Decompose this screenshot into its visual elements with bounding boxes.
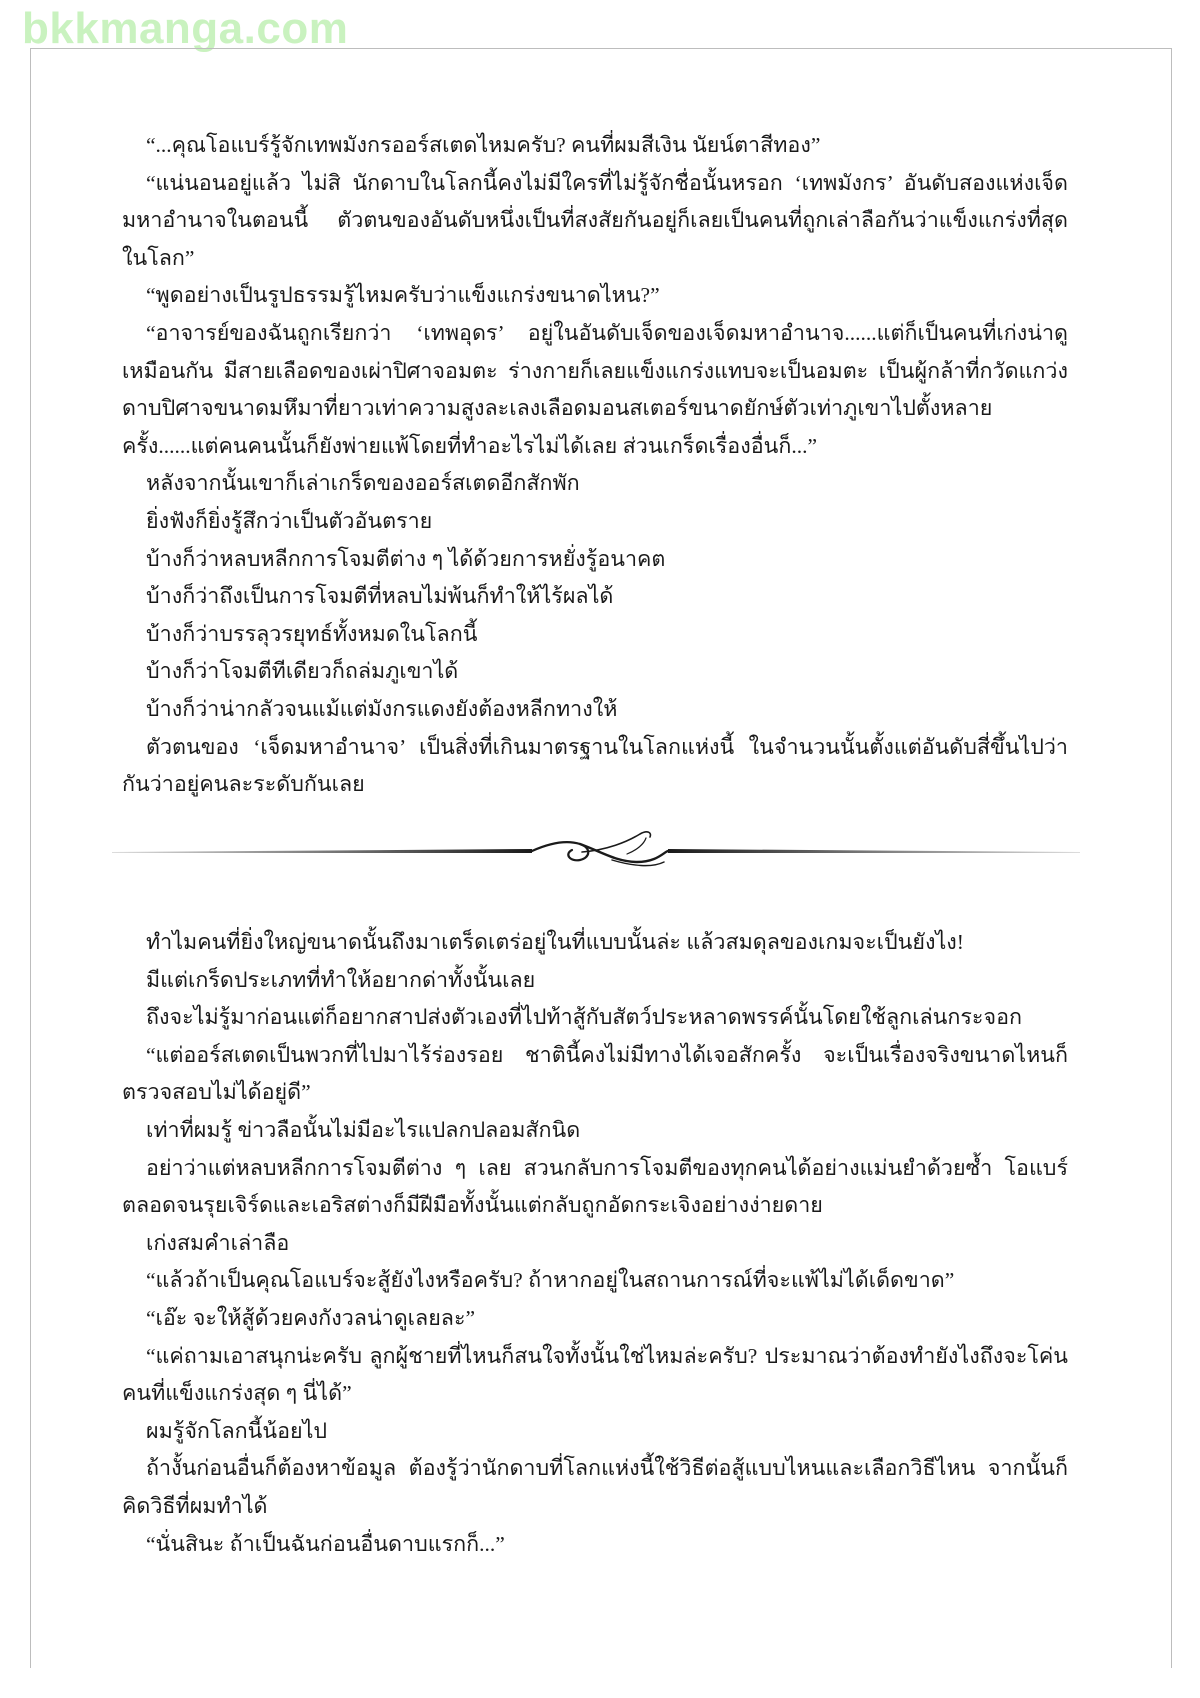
paragraph: ถึงจะไม่รู้มาก่อนแต่ก็อยากสาปส่งตัวเองที่ไปท้าสู้กับสัตว์ประหลาดพรรค์นั้นโดยใช้ลูกเล่นกระจอก	[146, 1005, 1023, 1030]
paragraph: “แต่ออร์สเตดเป็นพวกที่ไปมาไร้ร่องรอย ชาตินี้คงไม่มีทางได้เจอสักครั้ง จะเป็นเรื่องจริงขนาดไหนก็ตรวจสอบไม่ได้อยู่ดี”	[122, 1042, 1068, 1105]
paragraph: บ้างก็ว่าบรรลุวรยุทธ์ทั้งหมดในโลกนี้	[146, 621, 478, 646]
paragraph: ยิ่งฟังก็ยิ่งรู้สึกว่าเป็นตัวอันตราย	[146, 508, 433, 533]
flourish-icon	[532, 832, 668, 866]
ornamental-divider	[112, 822, 1080, 878]
paragraph: ผมรู้จักโลกนี้น้อยไป	[146, 1418, 328, 1443]
paragraph: ตัวตนของ ‘เจ็ดมหาอำนาจ’ เป็นสิ่งที่เกินมาตรฐานในโลกแห่งนี้ ในจำนวนนั้นตั้งแต่อันดับสี่ขึ้นไปว่ากันว่าอยู่คนละระดับกันเลย	[122, 734, 1068, 797]
text-section-1	[122, 127, 1068, 804]
text-section-2	[122, 924, 1068, 1563]
paragraph: อย่าว่าแต่หลบหลีกการโจมตีต่าง ๆ เลย สวนกลับการโจมตีของทุกคนได้อย่างแม่นยำด้วยซ้ำ โอแบร์ตลอดจนรุยเจิร์ดและเอริสต่างก็มีฝีมือทั้งนั้นแต่กลับถูกอัดกระเจิงอย่างง่ายดาย	[122, 1155, 1068, 1218]
paragraph: บ้างก็ว่าน่ากลัวจนแม้แต่มังกรแดงยังต้องหลีกทางให้	[146, 696, 618, 721]
paragraph: “...คุณโอแบร์รู้จักเทพมังกรออร์สเตดไหมครับ? คนที่ผมสีเงิน นัยน์ตาสีทอง”	[146, 133, 821, 157]
paragraph: ทำไมคนที่ยิ่งใหญ่ขนาดนั้นถึงมาเตร็ดเตร่อยู่ในที่แบบนั้นล่ะ แล้วสมดุลของเกมจะเป็นยังไง!	[146, 930, 964, 954]
site-watermark: bkkmanga.com	[22, 4, 349, 53]
paragraph: เก่งสมคำเล่าลือ	[146, 1230, 290, 1255]
paragraph: ถ้างั้นก่อนอื่นก็ต้องหาข้อมูล ต้องรู้ว่านักดาบที่โลกแห่งนี้ใช้วิธีต่อสู้แบบไหนและเลือกวิธีไหน จากนั้นก็คิดวิธีที่ผมทำได้	[122, 1456, 1068, 1518]
paragraph: “นั่นสินะ ถ้าเป็นฉันก่อนอื่นดาบแรกก็...”	[146, 1531, 505, 1556]
paragraph: “เอ๊ะ จะให้สู้ด้วยคงกังวลน่าดูเลยละ”	[146, 1305, 476, 1330]
paragraph: “พูดอย่างเป็นรูปธรรมรู้ไหมครับว่าแข็งแกร่งขนาดไหน?”	[146, 283, 660, 308]
paragraph: “แล้วถ้าเป็นคุณโอแบร์จะสู้ยังไงหรือครับ? ถ้าหากอยู่ในสถานการณ์ที่จะแพ้ไม่ได้เด็ดขาด”	[146, 1268, 955, 1293]
paragraph: “แน่นอนอยู่แล้ว ไม่สิ นักดาบในโลกนี้คงไม่มีใครที่ไม่รู้จักชื่อนั้นหรอก ‘เทพมังกร’ อันดับสองแห่งเจ็ดมหาอำนาจในตอนนี้ ตัวตนของอันดับหนึ่งเป็นที่สงสัยกันอยู่ก็เลยเป็นคนที่ถูกเล่าลือกันว่าแข็งแกร่งที่สุดในโลก”	[122, 170, 1068, 270]
paragraph: เท่าที่ผมรู้ ข่าวลือนั้นไม่มีอะไรแปลกปลอมสักนิด	[146, 1117, 581, 1142]
paragraph: “อาจารย์ของฉันถูกเรียกว่า ‘เทพอุดร’ อยู่ในอันดับเจ็ดของเจ็ดมหาอำนาจ......แต่ก็เป็นคนที่เก่งน่าดูเหมือนกัน มีสายเลือดของเผ่าปิศาจอมตะ ร่างกายก็เลยแข็งแกร่งแทบจะเป็นอมตะ เป็นผู้กล้าที่กวัดแกว่งดาบปิศาจขนาดมหึมาที่ยาวเท่าความสูงละเลงเลือดมอนสเตอร์ขนาดยักษ์ตัวเท่าภูเขาไปตั้งหลายครั้ง......แต่คนคนนั้นก็ยังพ่ายแพ้โดยที่ทำอะไรไม่ได้เลย ส่วนเกร็ดเรื่องอื่นก็...”	[122, 320, 1068, 458]
paragraph: บ้างก็ว่าถึงเป็นการโจมตีที่หลบไม่พ้นก็ทำให้ไร้ผลได้	[146, 584, 614, 609]
paragraph: มีแต่เกร็ดประเภทที่ทำให้อยากด่าทั้งนั้นเลย	[146, 967, 536, 992]
paragraph: บ้างก็ว่าโจมตีทีเดียวก็ถล่มภูเขาได้	[146, 659, 459, 684]
paragraph: บ้างก็ว่าหลบหลีกการโจมตีต่าง ๆ ได้ด้วยการหยั่งรู้อนาคต	[146, 546, 666, 571]
divider-line-right	[668, 849, 1080, 853]
paragraph: “แค่ถามเอาสนุกน่ะครับ ลูกผู้ชายที่ไหนก็สนใจทั้งนั้นใช่ไหมล่ะครับ? ประมาณว่าต้องทำยังไงถึงจะโค่นคนที่แข็งแกร่งสุด ๆ นี่ได้”	[122, 1343, 1068, 1406]
divider-line-left	[112, 849, 532, 853]
paragraph: หลังจากนั้นเขาก็เล่าเกร็ดของออร์สเตดอีกสักพัก	[146, 471, 580, 496]
